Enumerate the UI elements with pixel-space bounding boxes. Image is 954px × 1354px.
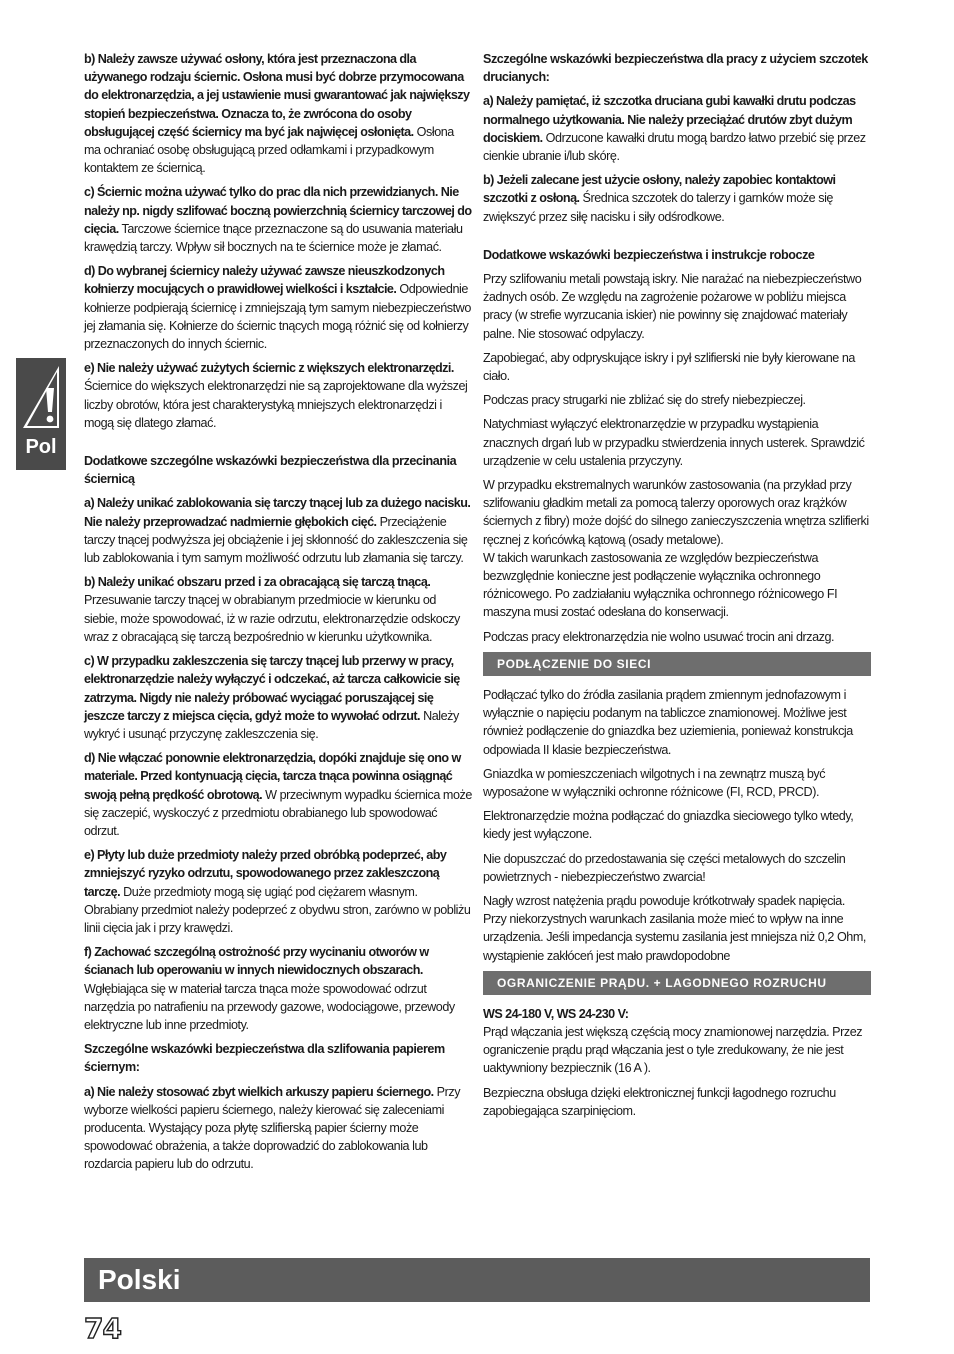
paragraph-body: Zapobiegać, aby odpryskujące iskry i pył szlifierski nie były kierowane na ciało. bbox=[483, 350, 855, 384]
paragraph-current-2: Bezpieczna obsługa dzięki elektronicznej funkcji łagodnego rozruchu zapobiegająca szarpinięciom. bbox=[483, 1085, 836, 1118]
heading-cutting: Dodatkowe szczególne wskazówki bezpieczeństwa dla przecinania ściernicą bbox=[84, 454, 457, 487]
paragraph-e: e) Nie należy używać zużytych ściernic z większych elektronarzędzi. Ściernice do większych elektronarzędzi nie są zaprojektowane dla wyższej liczby obrotów, która jest charakterystyką mniejszych elektronarzędzi i mogą się dlatego złamać. bbox=[84, 361, 468, 430]
paragraph-cut-b: b) Należy unikać obszaru przed i za obracającą się tarczą tnącą. Przesuwanie tarczy tnącej w obrabianym przedmiocie w kierunku od siebie, może spowodować, iż w razie odrzutu, elektronarzędzie odskoczy wraz z obracającą się tarczą bezpośrednio w kierunku użytkownika. bbox=[84, 575, 460, 644]
paragraph-extreme: W przypadku ekstremalnych warunków zastosowania (na przykład przy szlifowaniu gładkim metali za pomocą talerzy oporowych oraz krążków ściernych z fibry) może dojść do silnego zanieczyszczenia wnętrza szlifierki ręcznej z końcówką kątową (osady metalowe). W takich warunkach zastosowania ze względów bezpieczeństwa bezwzględnie konieczne jest podłączenie wyłącznika ochronnego różnicowego. Po zadziałaniu wyłącznika ochronnego różnicowego FI maszyna musi zostać odesłana do konserwacji. bbox=[483, 478, 869, 620]
paragraph-cut-a: a) Należy unikać zablokowania się tarczy tnącej lub za dużego nacisku. Nie należy przeprowadzać nadmiernie głębokich cięć. Przeciążenie tarczy tnącej podwyższa jej obciążenie i jej skłonność do zakleszczenia się lub zablokowania i tym samym możliwość odrzutu lub złamania się tarczy. bbox=[84, 496, 471, 566]
left-column bbox=[84, 50, 472, 1180]
paragraph-shavings: Podczas pracy elektronarzędzia nie wolno usuwać trocin ani drzazg. bbox=[483, 629, 835, 644]
paragraph-current-1: WS 24-180 V, WS 24-230 V: Prąd włączania jest większą częścią mocy znamionowej narzędzia. Przez ograniczenie prądu prąd włączania jest o tyle zredukowany, że nie jest uaktywniony bezpiecznik (16 A ). bbox=[483, 1006, 863, 1076]
paragraph-cut-f: f) Zachować szczególną ostrożność przy wycinaniu otworów w ścianach lub operowaniu w innych niewidocznych obszarach. Wgłębiająca się w materiał tarcza tnąca może spowodować odrzut narzędzia po natrafieniu na przewody gazowe, wodociągowe, przewody elektryczne lub inne przedmioty. bbox=[84, 945, 455, 1032]
paragraph-vibration: Natychmiast wyłączyć elektronarzędzie w przypadku wystąpienia znacznych drgań lub w przypadku stwierdzenia innych usterek. Sprawdzić urządzenie w celu ustalenia przyczyny. bbox=[483, 417, 865, 468]
paragraph-d: d) Do wybranej ściernicy należy używać zawsze nieuszkodzonych kołnierzy mocujących o prawidłowej wielkości i kształcie. Odpowiednie kołnierze podpierają ściernicę i zmniejszają tym samym niebezpieczeństwo jej złamania się. Kołnierze do ściernic tnących mogą różnić się od kołnierzy przeznaczonych do innych ściernic. bbox=[84, 264, 471, 352]
paragraph-cut-c: c) W przypadku zakleszczenia się tarczy tnącej lub przerwy w pracy, elektronarzędzie należy wyłączyć i odczekać, aż tarcza całkowicie się zatrzyma. Nigdy nie należy próbować wyciągać poruszającej się jeszcze tarczy z miejsca cięcia, gdyż może to wywołać odrzut. Należy wykryć i usunąć przyczynę zakleszczenia się. bbox=[84, 654, 460, 741]
language-tab bbox=[16, 358, 66, 470]
section-header-current: OGRANICZENIE PRĄDU. + LAGODNEGO ROZRUCHU bbox=[483, 971, 871, 995]
paragraph-mains-4: Nie dopuszczać do przedostawania się części metalowych do szczelin powietrznych - niebezpieczeństwo zwarcia! bbox=[483, 851, 846, 884]
paragraph-cut-e: e) Płyty lub duże przedmioty należy przed obróbką podeprzeć, aby zmniejszyć ryzyko odrzutu, spowodowanego przez zakleszczoną tarczę. Duże przedmioty mogą się ugiąć pod ciężarem własnym. Obrabiany przedmiot należy podeprzeć z obydwu stron, zarówno w pobliżu linii cięcia jak i przy krawędzi. bbox=[84, 848, 471, 935]
paragraph-c: c) Ściernic można używać tylko do prac dla nich przewidzianych. Nie należy np. nigdy szlifować boczną powierzchnią ściernicy tarczowej do cięcia. Tarczowe ściernice tnące przeznaczone są do usuwania materiału krawędzią tarczy. Wpływ sił bocznych na te ściernice może je złamać. bbox=[84, 185, 472, 255]
warning-icon bbox=[19, 364, 63, 432]
paragraph-planer: Podczas pracy strugarki nie zbliżać się do strefy niebezpieczej. bbox=[483, 393, 806, 408]
paragraph-wire-b: b) Jeżeli zalecane jest użycie osłony, należy zapobiec kontaktowi szczotki z osłoną. Średnica szczotek do talerzy i garnków może się zwiększyć przez siłę nacisku i siły odśrodkowe. bbox=[483, 173, 836, 224]
heading-additional: Dodatkowe wskazówki bezpieczeństwa i instrukcje robocze bbox=[483, 247, 815, 262]
footer-language-title: Polski bbox=[98, 1264, 181, 1295]
heading-sanding: Szczególne wskazówki bezpieczeństwa dla szlifowania papierem ściernym: bbox=[84, 1042, 445, 1075]
paragraph-mains-1: Podłączać tylko do źródła zasilania prądem zmiennym jednofazowym i wyłącznie o napięciu podanym na tabliczce znamionowej. Możliwe jest również podłączenie do gniazdka bez uziemienia, ponieważ konstrukcja odpowiada II klasie bezpieczeństwa. bbox=[483, 687, 853, 757]
language-label: Pol bbox=[25, 436, 57, 458]
heading-wire-brush: Szczególne wskazówki bezpieczeństwa dla pracy z użyciem szczotek drucianych: bbox=[483, 52, 868, 85]
footer-language-bar bbox=[84, 1258, 870, 1302]
page-number: 74 bbox=[84, 1312, 121, 1345]
paragraph-mains-3: Elektronarzędzie można podłączać do gniazdka sieciowego tylko wtedy, kiedy jest wyłączone. bbox=[483, 809, 854, 842]
paragraph-cut-d: d) Nie włączać ponownie elektronarzędzia, dopóki znajduje się ono w materiale. Przed kontynuacją cięcia, tarcza tnąca powinna osiągnąć swoją pełną prędkość obrotową. W przeciwnym wypadku ściernica może się zaczepić, wyskoczyć z przedmiotu obrabianego lub spowodować odrzut. bbox=[84, 751, 472, 838]
section-header-mains: PODŁĄCZENIE DO SIECI bbox=[483, 652, 871, 676]
paragraph-mains-2: Gniazdka w pomieszczeniach wilgotnych i na zewnątrz muszą być wyposażone w wyłączniki ochronne różnicowe (FI, RCD, PRCD). bbox=[483, 766, 826, 799]
paragraph-sparks: Przy szlifowaniu metali powstają iskry. Nie narażać na niebezpieczeństwo żadnych osób. Ze względu na zagrożenie pożarowe w pobliżu miejsca pracy (w strefie wyrzucania iskier) nie powinny się znajdować materiały palne. Nie stosować odpylaczy. bbox=[483, 272, 862, 341]
paragraph-b: b) Należy zawsze używać osłony, która jest przeznaczona dla używanego rodzaju ściernic. Osłona musi być dobrze przymocowana do elektronarzędzia, a jej ustawienie musi gwarantować jak największy stopień bezpieczeństwa. Oznacza to, że zwrócona do osoby obsługującej część ściernicy ma być jak najwięcej osłonięta. Osłona ma ochraniać osobę obsługującą przed odłamkami i przypadkowym kontaktem ze ściernicą. bbox=[84, 52, 470, 176]
paragraph-sand-a: a) Nie należy stosować zbyt wielkich arkuszy papieru ściernego. Przy wyborze wielkości papieru ściernego, należy kierować się zaleceniami producenta. Wystający poza płytę szlifierską papier ścierny może spowodować obrażenia, a także doprowadzić do zablokowania lub rozdarcia papieru lub do odrzutu. bbox=[84, 1084, 461, 1172]
paragraph-mains-5: Nagły wzrost natężenia prądu powoduje krótkotrwały spadek napięcia. Przy niekorzystnych warunkach zasilania może mieć to wpływ na inne urządzenia. Jeśli impedancja systemu zasilania jest mniejsza niż 0,2 Ohm, wystąpienie zakłóceń jest mało prawdopodobne bbox=[483, 893, 866, 963]
right-column bbox=[483, 50, 871, 1126]
paragraph-wire-a: a) Należy pamiętać, iż szczotka druciana gubi kawałki drutu podczas normalnego użytkowania. Nie należy przeciążać drutów zbyt dużym dociskiem. Odrzucone kawałki drutu mogą bardzo łatwo przebić się przez cienkie ubranie i/lub skórę. bbox=[483, 94, 866, 164]
